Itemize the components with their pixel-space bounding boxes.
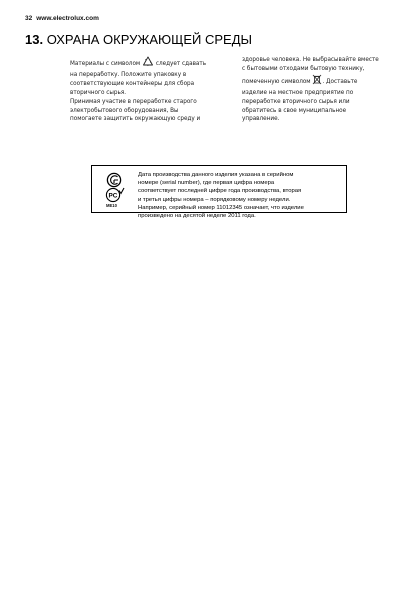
text-line: электробытового оборудования, Вы [70, 107, 179, 114]
right-text-column [242, 56, 402, 124]
text-line: изделие на местное предприятие по [242, 89, 354, 96]
section-heading [25, 32, 252, 48]
text-line: Принимая участие в переработке старого [70, 98, 197, 105]
text-fragment: . Доставьте [322, 78, 358, 85]
text-line-with-icon [242, 74, 402, 89]
crossed-bin-icon [312, 74, 322, 89]
section-number: 13. [25, 32, 44, 47]
site-url[interactable]: www.electrolux.com [36, 15, 99, 22]
page-number: 32 [25, 15, 33, 22]
cert-code: МЕ10 [106, 203, 117, 208]
text-line: и третья цифры номера – порядковому номеру недели. [138, 196, 291, 203]
page-header [25, 15, 99, 22]
section-title: ОХРАНА ОКРУЖАЮЩЕЙ СРЕДЫ [46, 32, 253, 47]
svg-text:PC: PC [108, 192, 118, 200]
text-line: на переработку. Положите упаковку в [70, 71, 187, 78]
text-line: номере (serial number), где первая цифра номера [138, 180, 275, 187]
text-fragment: помеченную символом [242, 78, 311, 85]
text-line: Дата производства данного изделия указана в серийном [138, 172, 294, 178]
recycle-icon [142, 56, 154, 71]
left-text-column [70, 56, 230, 124]
text-line: помогаете защитить окружающую среду и [70, 116, 201, 123]
text-line: переработке вторичного сырья или [242, 98, 350, 105]
certification-icons [99, 172, 129, 210]
text-line: с бытовыми отходами бытовую технику, [242, 65, 365, 72]
text-line: соответствует последней цифре года производства, вторая [138, 188, 302, 195]
text-fragment: следует сдавать [155, 60, 207, 67]
text-line-with-icon [70, 56, 230, 71]
text-line: Например, серийный номер 11012345 означает, что изделие [138, 204, 304, 211]
text-line: управление. [242, 116, 280, 123]
pct-certification-icon [106, 188, 124, 202]
text-fragment: Материалы с символом [70, 60, 141, 67]
production-date-text [138, 171, 344, 220]
text-line: произведено на десятой неделе 2011 года. [138, 213, 256, 220]
text-line: соответствующие контейнеры для сбора [70, 80, 195, 87]
text-line: здоровье человека. Не выбрасывайте вместе [242, 57, 379, 63]
eac-certification-icon [107, 173, 120, 186]
production-date-info-box [91, 165, 347, 220]
text-line: вторичного сырья. [70, 89, 127, 96]
text-line: обратитесь в свое муниципальное [242, 107, 347, 114]
